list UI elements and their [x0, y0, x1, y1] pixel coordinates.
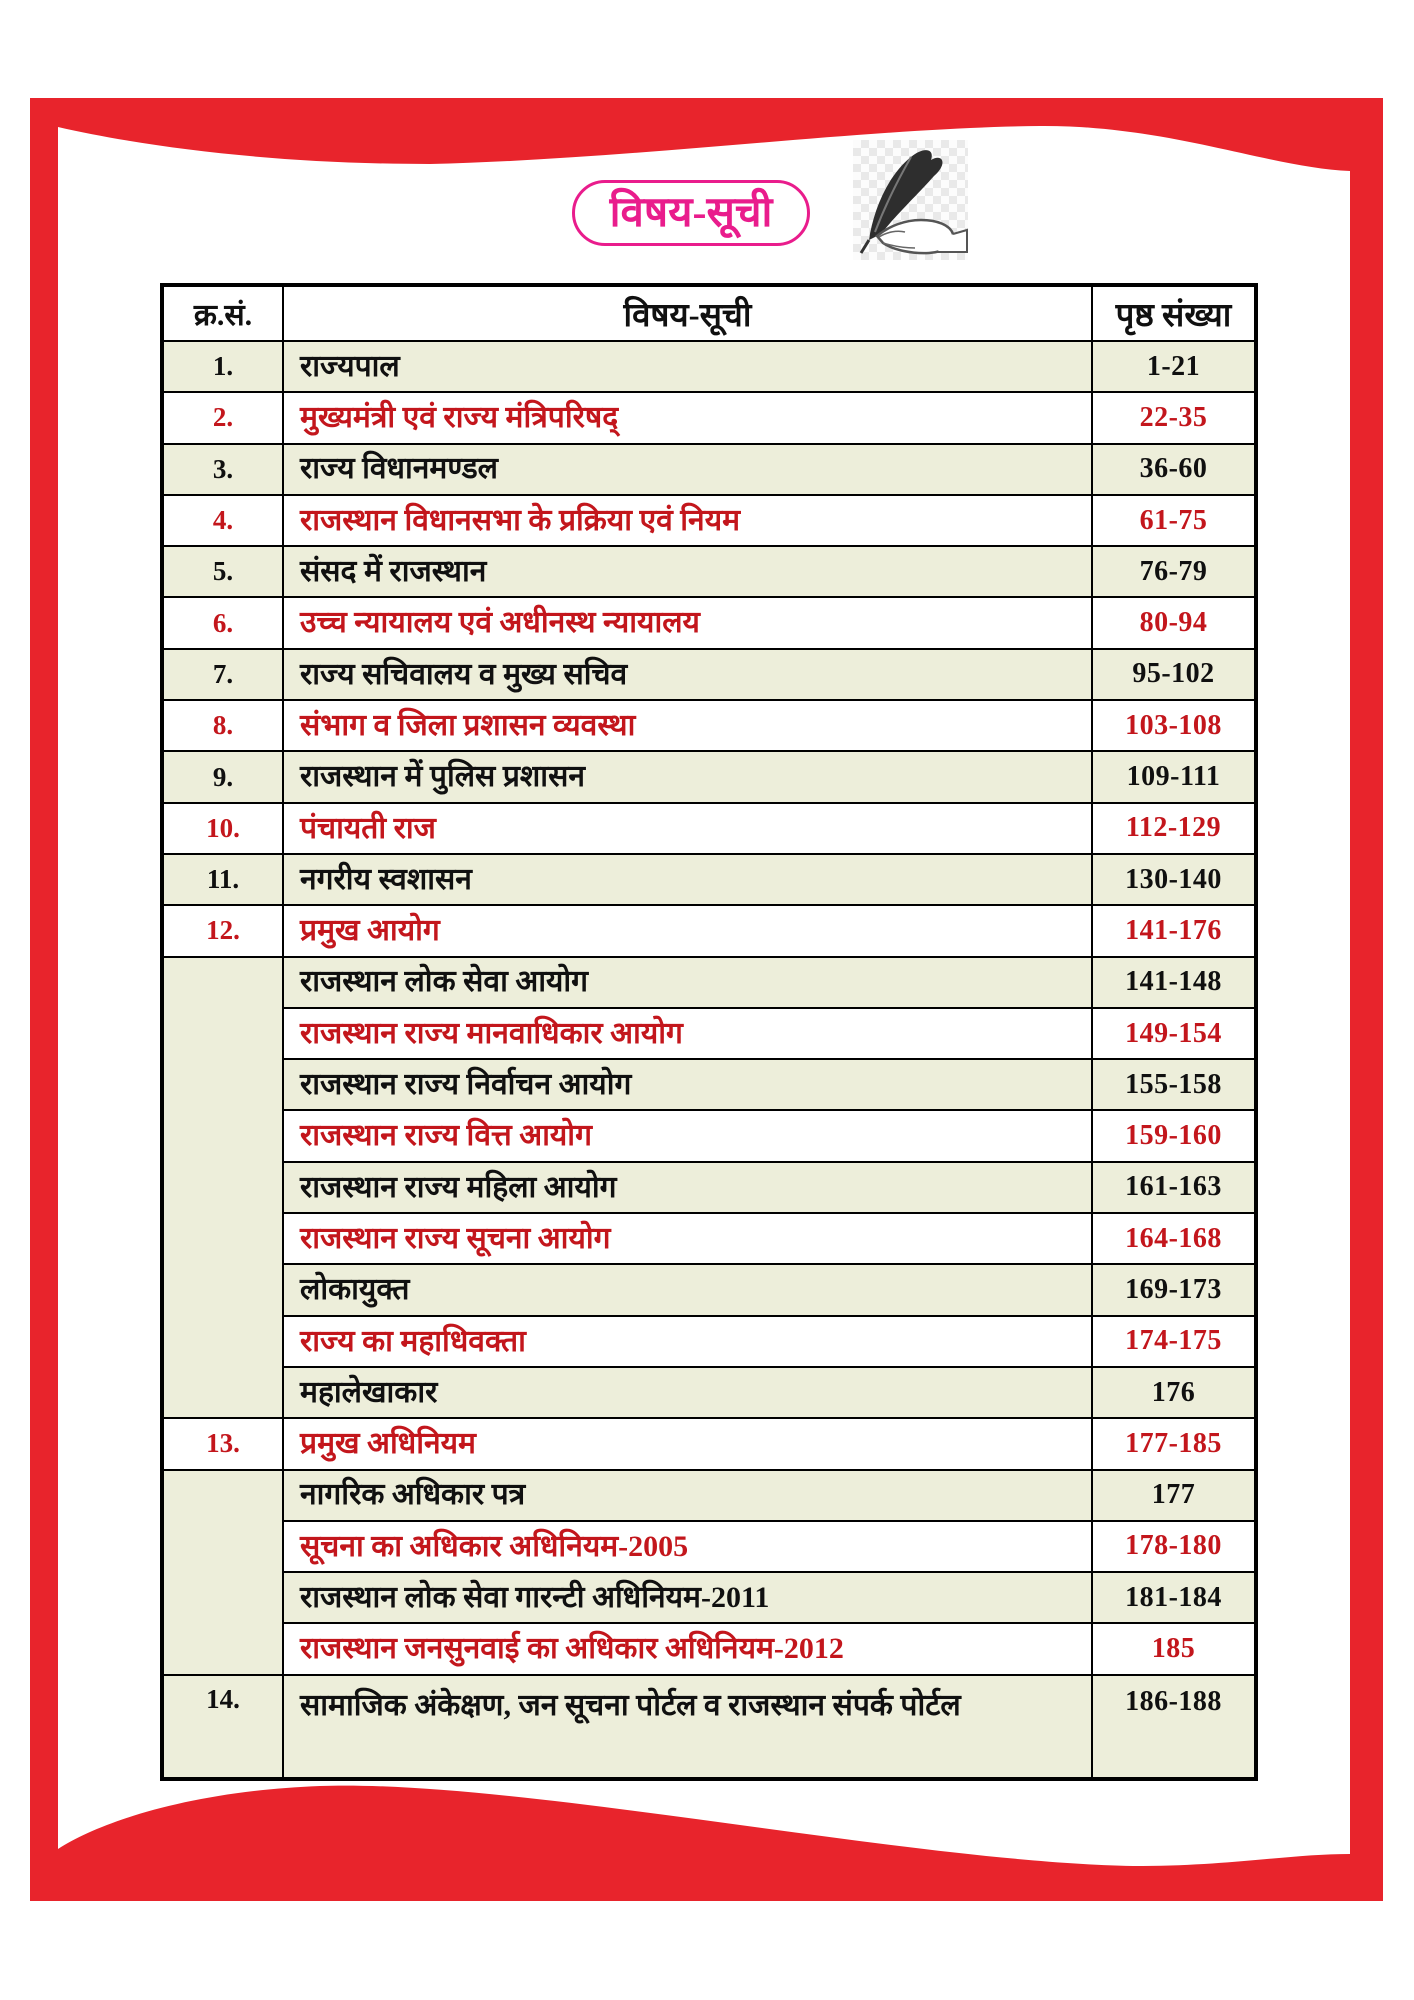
pages-cell: 112-129: [1092, 803, 1256, 854]
table-row: [162, 803, 1256, 854]
table-row: [162, 700, 1256, 751]
pages-cell: 176: [1092, 1367, 1256, 1418]
topic-cell: नगरीय स्वशासन: [283, 854, 1092, 905]
table-row: [162, 546, 1256, 597]
topic-cell: नागरिक अधिकार पत्र: [283, 1470, 1092, 1521]
table-row: [162, 444, 1256, 495]
serial-cell: 6.: [162, 597, 283, 648]
topic-cell: राज्य सचिवालय व मुख्य सचिव: [283, 649, 1092, 700]
table-row: [162, 597, 1256, 648]
table-row: [162, 495, 1256, 546]
pages-cell: 186-188: [1092, 1675, 1256, 1779]
pages-cell: 174-175: [1092, 1316, 1256, 1367]
quill-pen-icon: [853, 140, 968, 260]
pages-cell: 141-148: [1092, 957, 1256, 1008]
table-row: [162, 1418, 1256, 1469]
pages-cell: 149-154: [1092, 1008, 1256, 1059]
topic-cell: प्रमुख अधिनियम: [283, 1418, 1092, 1469]
pages-cell: 178-180: [1092, 1521, 1256, 1572]
serial-cell: 13.: [162, 1418, 283, 1469]
topic-cell: राजस्थान में पुलिस प्रशासन: [283, 751, 1092, 802]
pages-cell: 95-102: [1092, 649, 1256, 700]
serial-cell: 7.: [162, 649, 283, 700]
topic-cell: राज्य का महाधिवक्ता: [283, 1316, 1092, 1367]
toc-table: [160, 283, 1258, 1781]
table-row: [162, 751, 1256, 802]
topic-cell: लोकायुक्त: [283, 1264, 1092, 1315]
topic-cell: राजस्थान राज्य निर्वाचन आयोग: [283, 1059, 1092, 1110]
pages-cell: 161-163: [1092, 1162, 1256, 1213]
serial-cell: 9.: [162, 751, 283, 802]
table-row: [162, 1110, 1256, 1161]
topic-cell: महालेखाकार: [283, 1367, 1092, 1418]
pages-cell: 36-60: [1092, 444, 1256, 495]
topic-cell: राजस्थान राज्य मानवाधिकार आयोग: [283, 1008, 1092, 1059]
topic-cell: राजस्थान लोक सेवा गारन्टी अधिनियम-2011: [283, 1572, 1092, 1623]
serial-cell: 2.: [162, 392, 283, 443]
table-row: [162, 1162, 1256, 1213]
pages-cell: 185: [1092, 1623, 1256, 1674]
page-title-badge: [572, 180, 810, 246]
topic-cell: राज्यपाल: [283, 341, 1092, 392]
topic-cell: संभाग व जिला प्रशासन व्यवस्था: [283, 700, 1092, 751]
pages-cell: 109-111: [1092, 751, 1256, 802]
serial-cell: 12.: [162, 905, 283, 956]
pages-cell: 181-184: [1092, 1572, 1256, 1623]
table-row: [162, 1008, 1256, 1059]
pages-cell: 76-79: [1092, 546, 1256, 597]
pages-cell: 61-75: [1092, 495, 1256, 546]
serial-cell: 10.: [162, 803, 283, 854]
serial-cell: 8.: [162, 700, 283, 751]
serial-cell: 11.: [162, 854, 283, 905]
pages-cell: 155-158: [1092, 1059, 1256, 1110]
table-row: [162, 649, 1256, 700]
pages-cell: 177: [1092, 1470, 1256, 1521]
serial-cell: 1.: [162, 341, 283, 392]
pages-cell: 1-21: [1092, 341, 1256, 392]
table-row: [162, 1470, 1256, 1521]
topic-cell: राज्य विधानमण्डल: [283, 444, 1092, 495]
topic-cell: मुख्यमंत्री एवं राज्य मंत्रिपरिषद्: [283, 392, 1092, 443]
serial-cell: 14.: [162, 1675, 283, 1779]
table-row: [162, 854, 1256, 905]
table-row: [162, 957, 1256, 1008]
table-row: [162, 341, 1256, 392]
topic-cell: राजस्थान लोक सेवा आयोग: [283, 957, 1092, 1008]
table-row: [162, 1059, 1256, 1110]
topic-cell: पंचायती राज: [283, 803, 1092, 854]
pages-cell: 159-160: [1092, 1110, 1256, 1161]
topic-cell: राजस्थान राज्य महिला आयोग: [283, 1162, 1092, 1213]
pages-cell: 177-185: [1092, 1418, 1256, 1469]
topic-cell: राजस्थान राज्य सूचना आयोग: [283, 1213, 1092, 1264]
serial-cell: [162, 1470, 283, 1675]
table-row: [162, 1367, 1256, 1418]
serial-cell: 3.: [162, 444, 283, 495]
table-header-row: [162, 285, 1256, 341]
serial-cell: 5.: [162, 546, 283, 597]
page-title: विषय-सूची: [609, 190, 773, 236]
pages-cell: 164-168: [1092, 1213, 1256, 1264]
pages-cell: 22-35: [1092, 392, 1256, 443]
serial-cell: 4.: [162, 495, 283, 546]
table-row: [162, 1213, 1256, 1264]
table-row: [162, 905, 1256, 956]
topic-cell: उच्च न्यायालय एवं अधीनस्थ न्यायालय: [283, 597, 1092, 648]
topic-cell: राजस्थान राज्य वित्त आयोग: [283, 1110, 1092, 1161]
header-pages: पृष्ठ संख्या: [1092, 285, 1256, 341]
table-row: [162, 392, 1256, 443]
serial-cell: [162, 957, 283, 1419]
pages-cell: 80-94: [1092, 597, 1256, 648]
table-row: [162, 1675, 1256, 1779]
topic-cell: सूचना का अधिकार अधिनियम-2005: [283, 1521, 1092, 1572]
table-row: [162, 1572, 1256, 1623]
table-row: [162, 1623, 1256, 1674]
topic-cell: राजस्थान जनसुनवाई का अधिकार अधिनियम-2012: [283, 1623, 1092, 1674]
pages-cell: 130-140: [1092, 854, 1256, 905]
table-row: [162, 1264, 1256, 1315]
table-row: [162, 1521, 1256, 1572]
topic-cell: सामाजिक अंकेक्षण, जन सूचना पोर्टल व राजस्थान संपर्क पोर्टल: [283, 1675, 1092, 1779]
pages-cell: 141-176: [1092, 905, 1256, 956]
table-row: [162, 1316, 1256, 1367]
topic-cell: प्रमुख आयोग: [283, 905, 1092, 956]
topic-cell: राजस्थान विधानसभा के प्रक्रिया एवं नियम: [283, 495, 1092, 546]
topic-cell: संसद में राजस्थान: [283, 546, 1092, 597]
pages-cell: 103-108: [1092, 700, 1256, 751]
header-serial: क्र.सं.: [162, 285, 283, 341]
header-topic: विषय-सूची: [283, 285, 1092, 341]
pages-cell: 169-173: [1092, 1264, 1256, 1315]
